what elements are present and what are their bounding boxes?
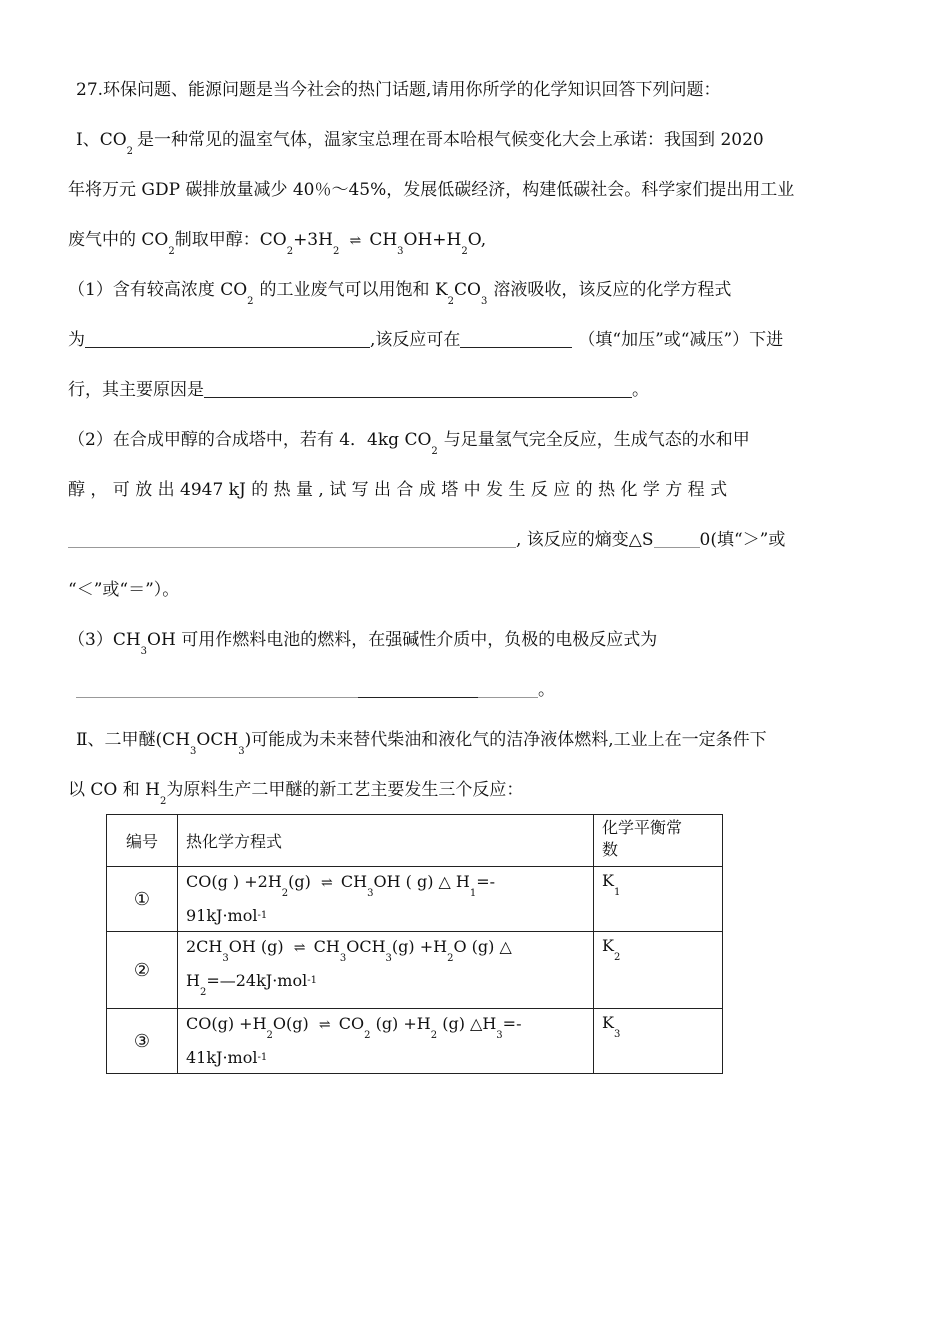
reaction-table xyxy=(106,814,723,1074)
q3-line1: $(3)CH_3OH$ 可用作燃料电池的燃料，在强碱性介质中，负极的电极反应式为 xyxy=(68,630,658,657)
row-equation: $CO(g) +H_2O(g)$ ⇌ $CO_2$ $(g) +H_2$ (g) $\triangle H_3=-$ 41kJ·mol$^{-1}$ xyxy=(178,1009,594,1074)
answer-blank-thermo-equation[interactable] xyxy=(68,529,516,548)
equilibrium-arrow-icon: ⇌ xyxy=(349,233,360,249)
q1-line3: 行，其主要原因是 。 xyxy=(68,380,649,400)
row-constant: $K_3$ xyxy=(594,1009,723,1074)
equilibrium-arrow-icon: ⇌ xyxy=(293,940,304,956)
part2-line1: Ⅱ、二甲醚$(CH_3OCH_3)$可能成为未来替代柴油和液化气的洁净液体燃料,工业上在一定条件下 xyxy=(76,730,767,757)
q1-line1: （1）含有较高浓度 $CO_2$的工业废气可以用饱和 $K_2CO_3$溶液吸收，该反应的化学方程式 xyxy=(68,280,732,307)
q2-line2: 醇 ， 可 放 出 4947 kJ 的 热 量 , 试 写 出 合 成 塔 中 发 生 反 应 的 热 化 学 方 程 式 xyxy=(68,480,728,500)
table-row xyxy=(107,1009,723,1074)
part2-line2: 以 CO 和 $H_2$为原料生产二甲醚的新工艺主要发生三个反应： xyxy=(68,780,524,807)
row-constant: $K_2$ xyxy=(594,932,723,1009)
row-number: ① xyxy=(107,867,178,932)
answer-blank-entropy[interactable] xyxy=(654,529,700,548)
question-27-intro: 27.环保问题、能源问题是当今社会的热门话题,请用你所学的化学知识回答下列问题： xyxy=(76,80,721,100)
row-number: ③ xyxy=(107,1009,178,1074)
q3-line2: 。 xyxy=(76,678,555,702)
header-equation: 热化学方程式 xyxy=(178,815,594,867)
answer-blank-electrode-c[interactable] xyxy=(478,679,538,698)
q1-line2: 为 ,该反应可在 （填“加压”或“减压”）下进 xyxy=(68,330,784,350)
row-equation: $2CH_3OH$ (g) ⇌ $CH_3OCH_3(g) +H_2O$ (g) △ $H_2=—24kJ\cdot mol^{-1}$ xyxy=(178,932,594,1009)
part1-line3: 废气中的 $CO_2$制取甲醇：$CO_2+3H_2\rightleftharpoons$ $CH_3OH+H_2O$, xyxy=(68,230,487,257)
table-row xyxy=(107,867,723,932)
part1-line2: 年将万元 GDP 碳排放量减少 40％～45%，发展低碳经济，构建低碳社会。科学家们提出用工业 xyxy=(68,180,795,200)
equilibrium-arrow-icon: ⇌ xyxy=(318,1017,329,1033)
row-number: ② xyxy=(107,932,178,1009)
row-equation: CO(g ) $+2H_2(g)$ ⇌ $CH_3OH$ ( g) △ $H_1=-$ 91kJ·mol$^{-1}$ xyxy=(178,867,594,932)
q2-line4: “＜”或“＝”）。 xyxy=(68,580,180,600)
part1-line1: Ⅰ、$CO_2$是一种常见的温室气体，温家宝总理在哥本哈根气候变化大会上承诺：我国到 2020 xyxy=(76,130,764,157)
q2-line1: （2）在合成甲醇的合成塔中，若有 4．4kg $CO_2$与足量氢气完全反应，生成气态的水和甲 xyxy=(68,430,750,457)
answer-blank-pressure[interactable] xyxy=(460,329,572,348)
header-number: 编号 xyxy=(107,815,178,867)
q2-line3: , 该反应的熵变△S 0(填“＞”或 xyxy=(68,528,785,552)
answer-blank-electrode-a[interactable] xyxy=(76,679,358,698)
table-row xyxy=(107,932,723,1009)
answer-blank-equation[interactable] xyxy=(85,329,370,348)
answer-blank-electrode-b[interactable] xyxy=(358,679,478,698)
equilibrium-arrow-icon: ⇌ xyxy=(321,875,331,891)
answer-blank-reason[interactable] xyxy=(204,379,632,398)
table-header-row xyxy=(107,815,723,867)
header-constant: 化学平衡常 数 xyxy=(594,815,723,867)
row-constant: $K_1$ xyxy=(594,867,723,932)
